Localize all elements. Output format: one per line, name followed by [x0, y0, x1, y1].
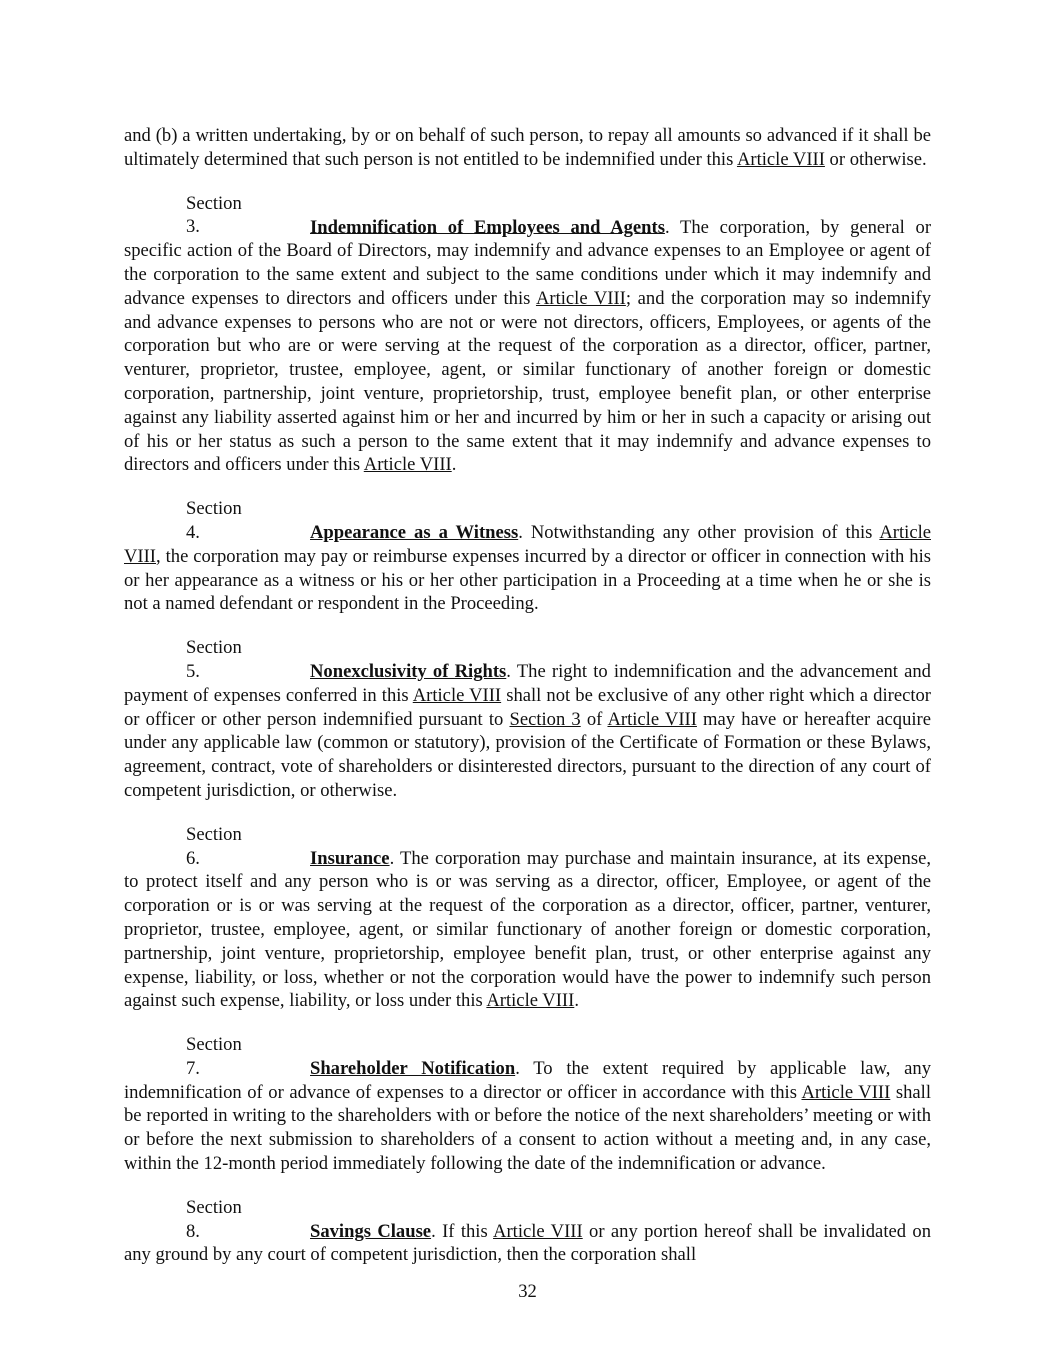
section-8-label: Section 8. [186, 1196, 242, 1242]
section-4-paragraph [124, 497, 931, 616]
section-8-paragraph [124, 1196, 931, 1267]
article-viii-ref: Article VIII [736, 148, 825, 170]
section-5-text: of [580, 708, 608, 730]
section-6-text: . The corporation may purchase and maintain insurance, at its expense, to protect itself and any person who is or was serving as a director, officer, Employee, or agent of the corporation or is or was serving at the request of the corporation as a director, officer, partner, venturer, proprietor, trustee, employee, agent, or similar functionary of another foreign or domestic corporation, partnership, joint venture, proprietorship, employee benefit plan, trust, or other enterprise against any expense, liability, or loss, whether or not the corporation would have the power to indemnify such person against such expense, liability, or loss under this [124, 847, 931, 1012]
section-7-text: . To the extent required by applicable law, any indemnification of or advance of expenses to a director or officer in accordance with this [124, 1057, 931, 1103]
section-8-text: . If this [431, 1220, 494, 1242]
article-viii-ref: Article VIII [124, 521, 931, 567]
section-7-paragraph [124, 1033, 931, 1176]
article-viii-ref: Article VIII [412, 684, 502, 706]
section-5-text: shall not be exclusive of any other right which a director or officer or other person indemnified pursuant to [124, 684, 931, 730]
article-viii-ref: Article VIII [363, 454, 452, 476]
intro-text: and (b) a written undertaking, by or on behalf of such person, to repay all amounts so advanced if it shall be ultimately determined that such person is not entitled to be indemnified under this [124, 125, 931, 170]
intro-text-end: or otherwise. [824, 148, 927, 170]
section-5-heading: Nonexclusivity of Rights [310, 660, 507, 682]
section-4-text: , the corporation may pay or reimburse expenses incurred by a director or officer in connection with his or her appearance as a witness or his or her other participation in a Proceeding at a time when he or she is not a named defendant or respondent in the Proceeding. [124, 545, 931, 615]
section-3-heading: Indemnification of Employees and Agents [310, 216, 665, 238]
section-8-text: or any portion hereof shall be invalidated on any ground by any court of competent jurisdiction, then the corporation shall [124, 1220, 931, 1266]
section-3-text: . The corporation, by general or specific action of the Board of Directors, may indemnify and advance expenses to an Employee or agent of the corporation to the same extent and subject to the same conditions under which it may indemnify and advance expenses to directors and officers under this [124, 216, 932, 309]
section-3-ref: Section 3 [509, 708, 581, 730]
article-viii-ref: Article VIII [486, 990, 575, 1012]
section-6-text: . [574, 990, 579, 1012]
section-7-label: Section 7. [186, 1034, 242, 1079]
section-5-text: may have or hereafter acquire under any applicable law (common or statutory), provision of the Certificate of Formation or these Bylaws, agreement, contract, vote of shareholders or disinterested directors, pursuant to the direction of any court of competent jurisdiction, or otherwise. [124, 708, 931, 801]
section-4-label: Section 4. [186, 498, 242, 543]
section-3-text: ; and the corporation may so indemnify and advance expenses to persons who are not or were not directors, officers, Employees, or agents of the corporation but who are or were serving at the request of the corporation as a director, officer, partner, venturer, proprietor, trustee, employee, agent, or similar functionary of another foreign or domestic corporation, partnership, joint venture, proprietorship, trust, employee benefit plan, or other enterprise against any liability asserted against him or her and incurred by him or her in such a capacity or arising out of his or her status as such a person to the same extent that it may indemnify and advance expenses to directors and officers under this [124, 287, 931, 476]
section-3-label: Section 3. [186, 192, 242, 238]
section-7-heading: Shareholder Notification [310, 1057, 516, 1079]
section-5-paragraph [124, 636, 931, 803]
article-viii-ref: Article VIII [801, 1081, 891, 1103]
section-4-heading: Appearance as a Witness [310, 521, 519, 543]
section-6-heading: Insurance [310, 847, 390, 869]
document-page [124, 124, 931, 1287]
section-4-text: . Notwithstanding any other provision of this [518, 521, 880, 543]
section-8-heading: Savings Clause [310, 1220, 432, 1242]
section-3-text: . [451, 454, 457, 476]
section-7-text: shall be reported in writing to the shareholders with or before the notice of the next shareholders’ meeting or with or before the next submission to shareholders of a consent to action without a meeting and, in any case, within the 12-month period immediately following the date of the indemnification or advance. [124, 1081, 931, 1175]
section-5-text: . The right to indemnification and the advancement and payment of expenses conferred in this [124, 660, 931, 706]
section-6-label: Section 6. [186, 823, 242, 869]
article-viii-ref: Article VIII [493, 1220, 583, 1242]
article-viii-ref: Article VIII [535, 287, 626, 309]
section-5-label: Section 5. [186, 637, 242, 682]
section-3-paragraph [124, 192, 931, 478]
page-number: 32 [518, 1281, 537, 1302]
article-viii-ref: Article VIII [607, 708, 697, 730]
section-6-paragraph [124, 823, 931, 1013]
intro-paragraph [124, 124, 931, 172]
